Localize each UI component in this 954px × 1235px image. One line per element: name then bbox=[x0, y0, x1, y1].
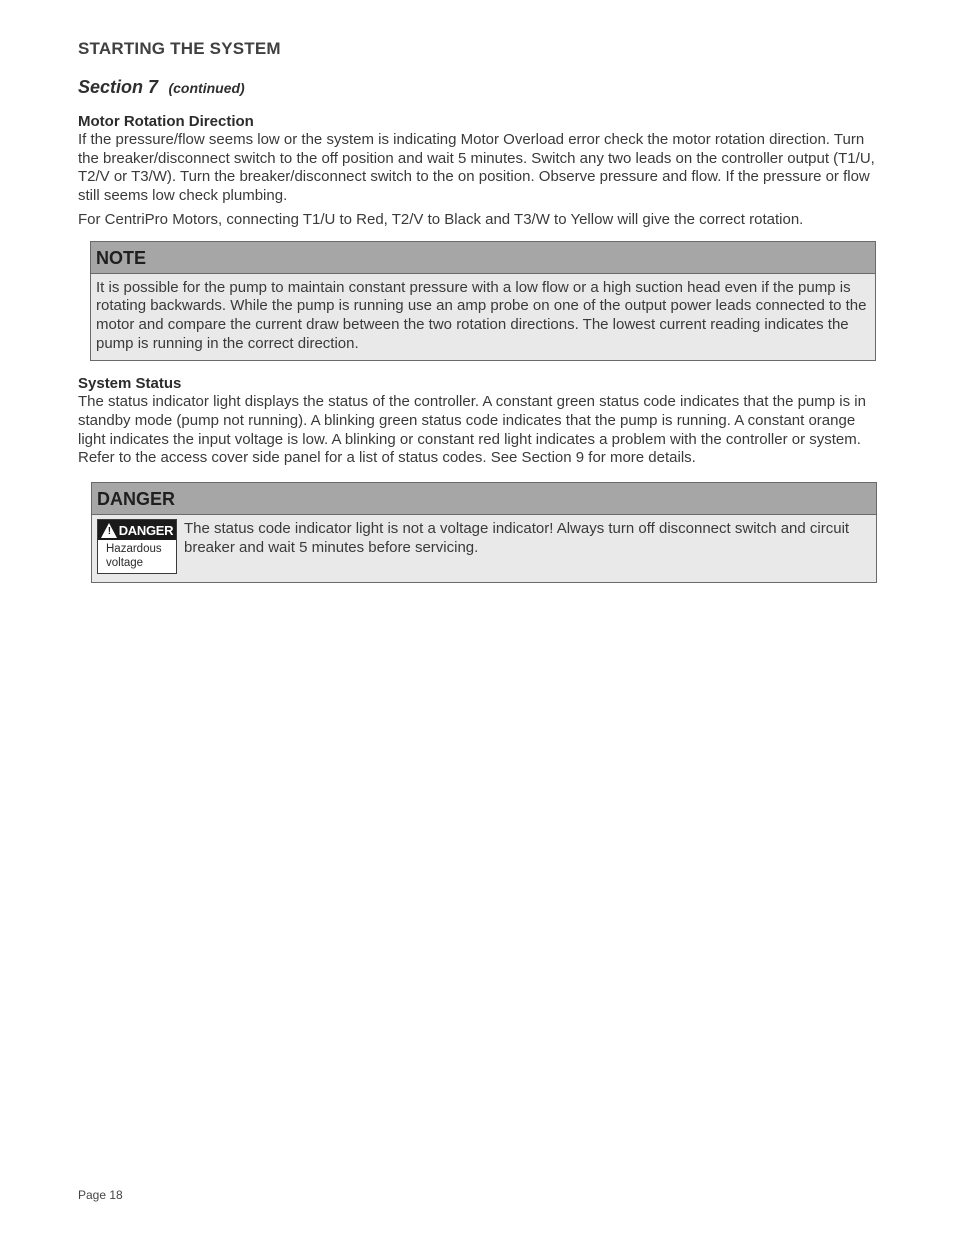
danger-label-word: DANGER bbox=[118, 522, 174, 538]
page-number: Page 18 bbox=[78, 1188, 123, 1202]
danger-safety-label bbox=[97, 519, 177, 574]
system-status-paragraph: The status indicator light displays the status of the controller. A constant green status code indicates that the pump is in standby mode (pump not running). A blinking green status code indicates that the pump is running. A constant orange light indicates the input voltage is low. A blinking or constant red light indicates a problem with the controller or system. Refer to the access cover side panel for a list of status codes. See Section 9 for more details. bbox=[78, 393, 866, 467]
system-status-heading: System Status bbox=[78, 375, 182, 393]
note-text: It is possible for the pump to maintain constant pressure with a low flow or a high suction head even if the pump is rotating backwards. While the pump is running use an amp probe on one of the output power leads connected to the motor and compare the current draw between the two rotation directions. The lowest current reading indicates the pump is running in the correct direction. bbox=[96, 278, 867, 352]
motor-rotation-heading: Motor Rotation Direction bbox=[78, 113, 254, 130]
note-heading: NOTE bbox=[91, 242, 875, 274]
danger-label-caption: Hazardous voltage bbox=[106, 543, 162, 569]
danger-heading: DANGER bbox=[92, 483, 876, 515]
motor-rotation-paragraph-1: If the pressure/flow seems low or the system is indicating Motor Overload error check the motor rotation direction. Turn the breaker/disconnect switch to the off position and wait 5 minutes. Switch any two leads on the controller output (T1/U, T2/V or T3/W). Turn the breaker/disconnect switch to the on position. Observe pressure and flow. If the pressure or flow still seems low check plumbing. bbox=[78, 131, 875, 205]
page-title: STARTING THE SYSTEM bbox=[78, 39, 281, 58]
danger-body bbox=[92, 515, 876, 582]
motor-rotation-paragraph-2: For CentriPro Motors, connecting T1/U to Red, T2/V to Black and T3/W to Yellow will give the correct rotation. bbox=[78, 210, 804, 228]
note-callout bbox=[90, 241, 876, 362]
danger-callout bbox=[91, 482, 877, 583]
section-title: Section 7 bbox=[78, 77, 159, 97]
section-heading bbox=[78, 76, 878, 100]
warning-triangle-icon: ! bbox=[101, 523, 117, 538]
danger-label-banner bbox=[98, 520, 176, 540]
section-continued-note: (continued) bbox=[168, 80, 245, 96]
danger-text: The status code indicator light is not a voltage indicator! Always turn off disconnect switch and circuit breaker and wait 5 minutes before servicing. bbox=[184, 520, 850, 556]
page-content bbox=[78, 38, 878, 583]
